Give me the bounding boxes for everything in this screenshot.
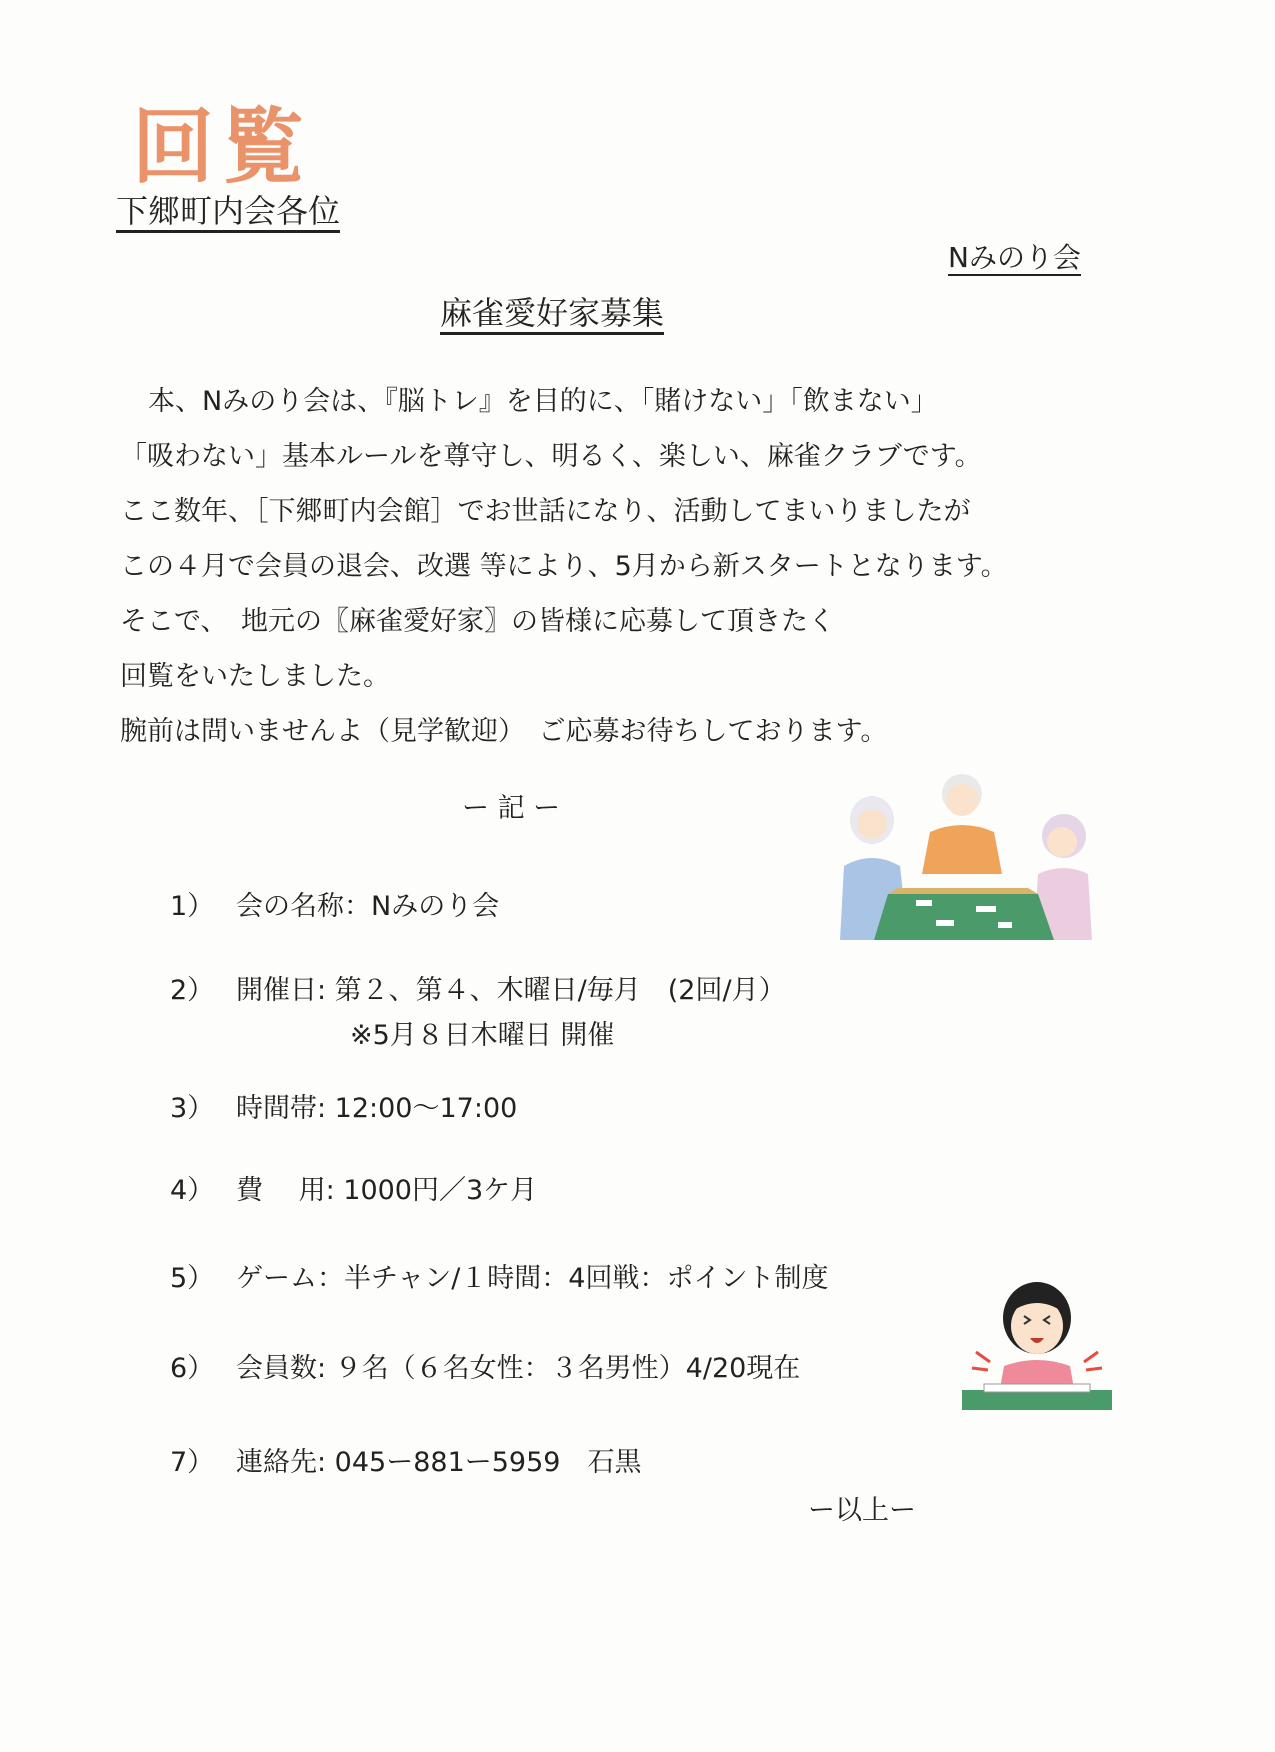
item-number: 3）	[170, 1093, 215, 1124]
list-item	[170, 1346, 800, 1385]
woman-mahjong-illustration	[954, 1272, 1120, 1416]
left-person-face	[857, 809, 887, 839]
kairan-stamp: 回覧	[132, 99, 313, 195]
body-line: そこで、 地元の〖麻雀愛好家〗の皆様に応募して頂きたく	[120, 606, 835, 637]
body-line: 回覧をいたしました。	[120, 661, 390, 692]
center-person-body	[922, 825, 1002, 874]
item-text: ゲーム：半チャン/１時間：4回戦：ポイント制度	[236, 1263, 829, 1294]
item-text: 会の名称：Nみのり会	[236, 891, 500, 922]
body-paragraph	[120, 374, 1080, 759]
excitement-mark	[976, 1352, 990, 1362]
list-item	[170, 1440, 641, 1479]
mahjong-tiles-row	[984, 1384, 1090, 1392]
mahjong-tile	[998, 922, 1012, 928]
sender-name: Nみのり会	[948, 241, 1081, 274]
item-text: 連絡先: 045ー881ー5959 石黒	[236, 1447, 642, 1478]
excitement-mark	[1084, 1352, 1098, 1362]
excitement-mark	[972, 1368, 988, 1370]
right-person-face	[1047, 827, 1077, 857]
mahjong-tile	[936, 920, 954, 926]
list-item	[170, 1256, 828, 1295]
item-number: 1）	[170, 891, 215, 922]
addressee: 下郷町内会各位	[116, 192, 341, 230]
mahjong-table	[874, 894, 1054, 940]
list-item	[170, 1086, 517, 1125]
item-number: 2）	[170, 975, 215, 1006]
mahjong-table-edge	[888, 888, 1038, 894]
body-line: 「吸わない」基本ルールを尊守し、明るく、楽しい、麻雀クラブです。	[120, 441, 982, 472]
item-text: 時間帯: 12:00〜17:00	[236, 1093, 518, 1124]
body-line: 本、Nみのり会は、『脳トレ』を目的に、「賭けない」「飲まない」	[148, 386, 938, 417]
body-line: この４月で会員の退会、改選 等により、5月から新スタートとなります。	[120, 551, 1008, 582]
mahjong-group-illustration	[826, 770, 1096, 946]
list-item	[170, 1168, 537, 1207]
document-title: 麻雀愛好家募集	[440, 294, 665, 332]
item-text: 開催日: 第２、第４、木曜日/毎月 (2回/月）	[236, 975, 786, 1006]
item-number: 4）	[170, 1175, 215, 1206]
item-text: 費 用: 1000円／3ケ月	[236, 1175, 538, 1206]
mahjong-table	[962, 1390, 1112, 1410]
mahjong-tile	[976, 906, 996, 912]
item-text: 会員数: ９名（６名女性：３名男性）4/20現在	[236, 1353, 801, 1384]
body-line: 腕前は問いませんよ（見学歓迎） ご応募お待ちしております。	[120, 716, 888, 747]
list-item	[170, 968, 786, 1052]
item-number: 5）	[170, 1263, 215, 1294]
ki-heading: ー 記 ー	[462, 793, 561, 824]
body-line: ここ数年、［下郷町内会館］でお世話になり、活動してまいりましたが	[120, 496, 971, 527]
center-person-face	[946, 784, 978, 816]
mahjong-tile	[916, 900, 932, 906]
item-number: 7）	[170, 1447, 215, 1478]
item-number: 6）	[170, 1353, 215, 1384]
list-item	[170, 884, 499, 923]
closing-mark: ー以上ー	[808, 1495, 916, 1526]
excitement-mark	[1086, 1368, 1102, 1370]
item-subtext: ※5月８日木曜日 開催	[350, 1020, 615, 1051]
